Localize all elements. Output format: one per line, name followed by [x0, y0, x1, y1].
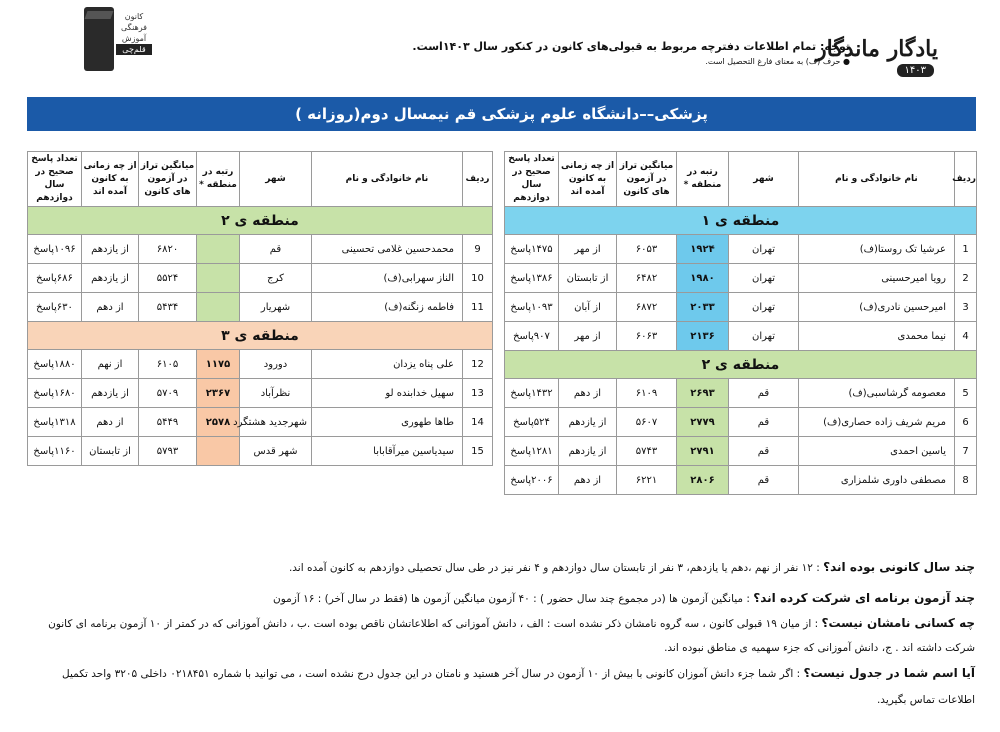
faq-question: چه کسانی نامشان نیست؟: [821, 616, 975, 630]
cell-since: از دهم: [82, 293, 139, 322]
cell-count: ۱۰۹۶پاسخ: [28, 235, 82, 264]
cell-count: ۱۳۸۶پاسخ: [505, 264, 559, 293]
faq-question: چند آزمون برنامه ای شرکت کرده اند؟: [753, 591, 975, 605]
cell-idx: 11: [463, 293, 493, 322]
page-title: پزشکی––دانشگاه علوم پزشکی قم نیمسال دوم(روزانه ): [27, 97, 976, 131]
faq-item: [25, 587, 975, 610]
cell-avg: ۶۸۲۰: [139, 235, 197, 264]
admissions-table-left: [27, 151, 493, 466]
faq-item: [25, 611, 975, 660]
cell-city: قم: [729, 466, 799, 495]
cell-city: تهران: [729, 322, 799, 351]
cell-count: ۱۲۸۱پاسخ: [505, 437, 559, 466]
cell-name: یاسین احمدی: [799, 437, 955, 466]
cell-count: ۱۴۷۵پاسخ: [505, 235, 559, 264]
cell-city: شهریار: [240, 293, 312, 322]
cell-name: سیدیاسین میرآقابابا: [312, 437, 463, 466]
cell-name: فاطمه زنگنه(ف): [312, 293, 463, 322]
cell-city: تهران: [729, 293, 799, 322]
cell-idx: 10: [463, 264, 493, 293]
cell-idx: 12: [463, 350, 493, 379]
cell-since: از یازدهم: [559, 437, 617, 466]
cell-rank: [197, 264, 240, 293]
cell-rank: ۲۵۷۸: [197, 408, 240, 437]
logo-line: فرهنگی: [121, 23, 147, 32]
cell-avg: ۵۴۳۴: [139, 293, 197, 322]
cell-since: از یازدهم: [559, 408, 617, 437]
table-row: [505, 466, 977, 495]
cell-idx: 15: [463, 437, 493, 466]
cell-rank: ۱۹۲۴: [677, 235, 729, 264]
cell-name: محمدحسین غلامی تحسینی: [312, 235, 463, 264]
cell-since: از مهر: [559, 322, 617, 351]
cell-city: قم: [240, 235, 312, 264]
cell-count: ۲۰۰۶پاسخ: [505, 466, 559, 495]
cell-idx: 8: [955, 466, 977, 495]
cell-idx: 1: [955, 235, 977, 264]
cell-idx: 3: [955, 293, 977, 322]
cell-name: مصطفی داوری شلمزاری: [799, 466, 955, 495]
faq-item: [25, 556, 975, 579]
region-label: منطقه ی ۳: [28, 322, 493, 350]
cell-idx: 13: [463, 379, 493, 408]
cell-rank: ۲۸۰۶: [677, 466, 729, 495]
cell-rank: ۲۳۶۷: [197, 379, 240, 408]
cell-count: ۶۳۰پاسخ: [28, 293, 82, 322]
cell-count: ۱۴۳۲پاسخ: [505, 379, 559, 408]
cell-since: از دهم: [82, 408, 139, 437]
table-row: [28, 293, 493, 322]
cell-since: از یازدهم: [82, 235, 139, 264]
table-row: [505, 264, 977, 293]
cell-count: ۱۱۶۰پاسخ: [28, 437, 82, 466]
brand-name: یادگار ماندگار: [815, 36, 938, 62]
faq-answer: : اگر شما جزء دانش آموزان کانونی با بیش از ۱۰ آزمون در سال آخر هستید و نامتان در این جدول درج نشده است ، می توانید با شماره ۰۲۱۸۴۵۱ داخلی ۳۲۰۵ واحد تکمیل اطلاعات تماس بگیرید.: [62, 668, 975, 706]
table-row: [505, 437, 977, 466]
cell-name: نیما محمدی: [799, 322, 955, 351]
cell-rank: ۲۷۷۹: [677, 408, 729, 437]
cell-count: ۱۸۸۰پاسخ: [28, 350, 82, 379]
col-city: شهر: [240, 152, 312, 207]
cell-name: الناز سهرابی(ف): [312, 264, 463, 293]
cell-rank: [197, 293, 240, 322]
cell-rank: ۲۰۳۳: [677, 293, 729, 322]
table-row: [505, 408, 977, 437]
cell-count: ۹۰۷پاسخ: [505, 322, 559, 351]
cell-since: از یازدهم: [82, 379, 139, 408]
cell-idx: 4: [955, 322, 977, 351]
cell-city: قم: [729, 379, 799, 408]
region-label: منطقه ی ۲: [505, 351, 977, 379]
table-row: [28, 437, 493, 466]
table-row: [505, 322, 977, 351]
col-city: شهر: [729, 152, 799, 207]
faq-question: چند سال کانونی بوده اند؟: [823, 560, 975, 574]
cell-avg: ۶۲۲۱: [617, 466, 677, 495]
cell-city: تهران: [729, 235, 799, 264]
cell-since: از یازدهم: [82, 264, 139, 293]
cell-idx: 5: [955, 379, 977, 408]
region-label: منطقه ی ۲: [28, 207, 493, 235]
region-row: [505, 351, 977, 379]
cell-avg: ۶۰۶۳: [617, 322, 677, 351]
table-row: [505, 379, 977, 408]
notice: [350, 40, 850, 66]
col-rank: رتبه در منطقه *: [197, 152, 240, 207]
col-since: از چه زمانی به کانون آمده اند: [559, 152, 617, 207]
faq-question: آیا اسم شما در جدول نیست؟: [803, 666, 975, 680]
admissions-table-right: [504, 151, 977, 495]
faq-item: [25, 660, 975, 713]
logo-line: آموزش: [121, 34, 147, 43]
cell-since: از مهر: [559, 235, 617, 264]
cell-since: از تابستان: [559, 264, 617, 293]
cell-count: ۱۶۸۰پاسخ: [28, 379, 82, 408]
table-row: [505, 235, 977, 264]
table-row: [505, 293, 977, 322]
cell-avg: ۵۵۲۴: [139, 264, 197, 293]
faq-answer: : از میان ۱۹ قبولی کانون ، سه گروه نامشان ذکر نشده است : الف ، دانش آموزانی که اطلاعاتشان ناقص بوده است .ب ، دانش آموزانی که در کمتر از ۱۰ آزمون برنامه ای کانون شرکت داشته اند . ج، دانش آموزانی که جزء سهمیه ی مناطق نبوده اند.: [48, 618, 975, 654]
cell-avg: ۵۴۴۹: [139, 408, 197, 437]
col-count: تعداد پاسخ صحیح در سال دوازدهم: [28, 152, 82, 207]
col-avg: میانگین تراز در آزمون های کانون: [617, 152, 677, 207]
kanoon-logo: [82, 5, 154, 75]
table-row: [28, 350, 493, 379]
cell-rank: ۱۱۷۵: [197, 350, 240, 379]
col-count: تعداد پاسخ صحیح در سال دوازدهم: [505, 152, 559, 207]
cell-avg: ۶۱۰۹: [617, 379, 677, 408]
brand-year: ۱۴۰۳: [897, 64, 934, 77]
cell-rank: ۲۱۳۶: [677, 322, 729, 351]
cell-idx: 6: [955, 408, 977, 437]
cell-name: عرشیا تک روستا(ف): [799, 235, 955, 264]
cell-count: ۱۰۹۳پاسخ: [505, 293, 559, 322]
col-name: نام خانوادگی و نام: [312, 152, 463, 207]
cell-name: رویا امیرحسینی: [799, 264, 955, 293]
cell-rank: ۱۹۸۰: [677, 264, 729, 293]
region-row: [505, 207, 977, 235]
cell-idx: 14: [463, 408, 493, 437]
logo-line: کانون: [124, 12, 144, 21]
cell-city: قم: [729, 437, 799, 466]
table-header-row: [505, 152, 977, 207]
cell-since: از دهم: [559, 466, 617, 495]
cell-name: معصومه گرشاسبی(ف): [799, 379, 955, 408]
cell-idx: 9: [463, 235, 493, 264]
table-row: [28, 408, 493, 437]
graduate-figure-icon: [84, 7, 114, 71]
cell-name: مریم شریف زاده حصاری(ف): [799, 408, 955, 437]
cell-city: تهران: [729, 264, 799, 293]
cell-avg: ۵۷۰۹: [139, 379, 197, 408]
col-name: نام خانوادگی و نام: [799, 152, 955, 207]
col-since: از چه زمانی به کانون آمده اند: [82, 152, 139, 207]
cell-since: از آبان: [559, 293, 617, 322]
cell-avg: ۶۰۵۳: [617, 235, 677, 264]
cell-city: شهرجدید هشتگرد: [240, 408, 312, 437]
cell-since: از نهم: [82, 350, 139, 379]
cell-name: علی پناه یزدان: [312, 350, 463, 379]
col-avg: میانگین تراز در آزمون های کانون: [139, 152, 197, 207]
cell-city: شهر قدس: [240, 437, 312, 466]
table-row: [28, 264, 493, 293]
cell-idx: 7: [955, 437, 977, 466]
yadegar-mandegar-logo: [815, 36, 938, 82]
cell-count: ۶۸۶پاسخ: [28, 264, 82, 293]
table-row: [28, 235, 493, 264]
cell-rank: ۲۷۹۱: [677, 437, 729, 466]
cell-name: سهیل خدابنده لو: [312, 379, 463, 408]
cell-rank: [197, 437, 240, 466]
cell-city: نظرآباد: [240, 379, 312, 408]
cell-count: ۵۲۴پاسخ: [505, 408, 559, 437]
logo-text: [116, 11, 152, 55]
notice-subtext: ● حرف (ف) به معنای فارغ التحصیل است.: [705, 57, 850, 66]
col-rank: رتبه در منطقه *: [677, 152, 729, 207]
cell-city: دورود: [240, 350, 312, 379]
table-header-row: [28, 152, 493, 207]
cell-name: امیرحسین نادری(ف): [799, 293, 955, 322]
cell-since: از دهم: [559, 379, 617, 408]
region-row: [28, 207, 493, 235]
cell-avg: ۶۱۰۵: [139, 350, 197, 379]
logo-line: قلم‌چی: [116, 44, 152, 55]
col-idx: ردیف: [463, 152, 493, 207]
cell-avg: ۵۷۹۳: [139, 437, 197, 466]
cell-rank: ۲۶۹۳: [677, 379, 729, 408]
cell-since: از تابستان: [82, 437, 139, 466]
cell-count: ۱۳۱۸پاسخ: [28, 408, 82, 437]
cell-avg: ۶۴۸۲: [617, 264, 677, 293]
notice-text: توجه: تمام اطلاعات دفترچه مربوط به قبولی‌های کانون در کنکور سال ۱۴۰۳است.: [412, 40, 850, 53]
cell-idx: 2: [955, 264, 977, 293]
region-label: منطقه ی ۱: [505, 207, 977, 235]
cell-rank: [197, 235, 240, 264]
cell-name: طاها طهوری: [312, 408, 463, 437]
region-row: [28, 322, 493, 350]
cell-avg: ۶۸۷۲: [617, 293, 677, 322]
cell-avg: ۵۶۰۷: [617, 408, 677, 437]
cell-avg: ۵۷۴۳: [617, 437, 677, 466]
cell-city: قم: [729, 408, 799, 437]
table-row: [28, 379, 493, 408]
cell-city: کرج: [240, 264, 312, 293]
col-idx: ردیف: [955, 152, 977, 207]
faq-answer: : میانگین آزمون ها (در مجموع چند سال حضور ) : ۴۰ آزمون میانگین آزمون ها (فقط در سال آخر) : ۱۶ آزمون: [273, 593, 754, 605]
faq-answer: : ۱۲ نفر از نهم ،دهم یا یازدهم، ۳ نفر از تابستان سال دوازدهم و ۴ نفر نیز در طی سال تحصیلی دوازدهم به کانون آمده اند.: [288, 562, 824, 574]
